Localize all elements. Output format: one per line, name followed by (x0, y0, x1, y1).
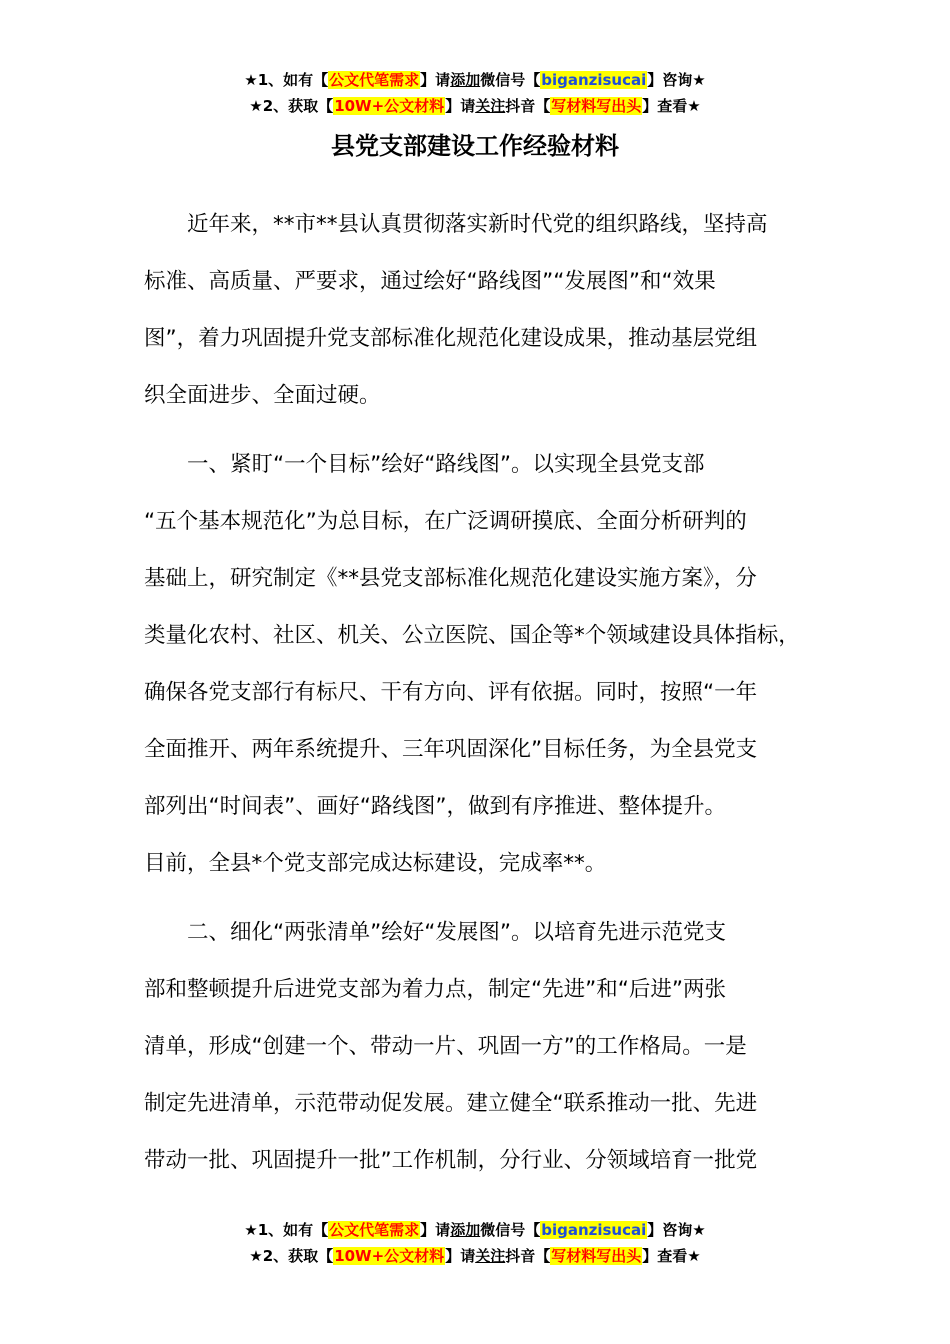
document-title: 县党支部建设工作经验材料 (331, 132, 619, 160)
text-line: 全面推开、两年系统提升、三年巩固深化”目标任务，为全县党支 (144, 737, 758, 762)
highlight-douyin: 写材料写出头 (551, 1247, 642, 1265)
highlight-service: 公文代笔需求 (329, 71, 420, 89)
text-line: 图”，着力巩固提升党支部标准化规范化建设成果，推动基层党组 (144, 326, 758, 351)
text-line: 二、细化“两张清单”绘好“发展图”。以培育先进示范党支 (187, 920, 727, 945)
header-banner (0, 67, 950, 119)
footer-banner (0, 1217, 950, 1269)
banner-line-1: ★1、如有【公文代笔需求】请添加微信号【biganzisucai】咨询★ (244, 71, 706, 89)
text-line: 制定先进清单，示范带动促发展。建立健全“联系推动一批、先进 (144, 1091, 758, 1116)
highlight-wechat-id: biganzisucai (541, 1221, 647, 1239)
highlight-materials: 10W+公文材料 (334, 97, 445, 115)
text-line: 目前，全县*个党支部完成达标建设，完成率**。 (144, 851, 607, 876)
text-line: 部列出“时间表”、画好“路线图”，做到有序推进、整体提升。 (144, 794, 727, 819)
text-line: 近年来，**市**县认真贯彻落实新时代党的组织路线，坚持高 (187, 212, 768, 237)
text-line: 标准、高质量、严要求，通过绘好“路线图”“发展图”和“效果 (144, 269, 716, 294)
highlight-materials: 10W+公文材料 (334, 1247, 445, 1265)
highlight-service: 公文代笔需求 (329, 1221, 420, 1239)
text-line: 织全面进步、全面过硬。 (144, 383, 381, 408)
text-line: 一、紧盯“一个目标”绘好“路线图”。以实现全县党支部 (187, 452, 705, 477)
banner-line-2: ★2、获取【10W+公文材料】请关注抖音【写材料写出头】查看★ (249, 97, 701, 115)
text-line: 基础上，研究制定《**县党支部标准化规范化建设实施方案》，分 (144, 566, 757, 591)
text-line: 确保各党支部行有标尺、干有方向、评有依据。同时，按照“一年 (144, 680, 758, 705)
text-line: 类量化农村、社区、机关、公立医院、国企等*个领域建设具体指标， (144, 623, 800, 648)
paragraph-section-1 (144, 436, 809, 892)
text-line: 带动一批、巩固提升一批”工作机制，分行业、分领域培育一批党 (144, 1148, 758, 1173)
paragraph-intro (144, 196, 809, 424)
text-line: 清单，形成“创建一个、带动一片、巩固一方”的工作格局。一是 (144, 1034, 747, 1059)
text-line: “五个基本规范化”为总目标，在广泛调研摸底、全面分析研判的 (144, 509, 747, 534)
banner-line-2: ★2、获取【10W+公文材料】请关注抖音【写材料写出头】查看★ (249, 1247, 701, 1265)
highlight-douyin: 写材料写出头 (551, 97, 642, 115)
document-body (144, 196, 809, 1189)
highlight-wechat-id: biganzisucai (541, 71, 647, 89)
banner-line-1: ★1、如有【公文代笔需求】请添加微信号【biganzisucai】咨询★ (244, 1221, 706, 1239)
text-line: 部和整顿提升后进党支部为着力点，制定“先进”和“后进”两张 (144, 977, 727, 1002)
paragraph-section-2 (144, 904, 809, 1189)
